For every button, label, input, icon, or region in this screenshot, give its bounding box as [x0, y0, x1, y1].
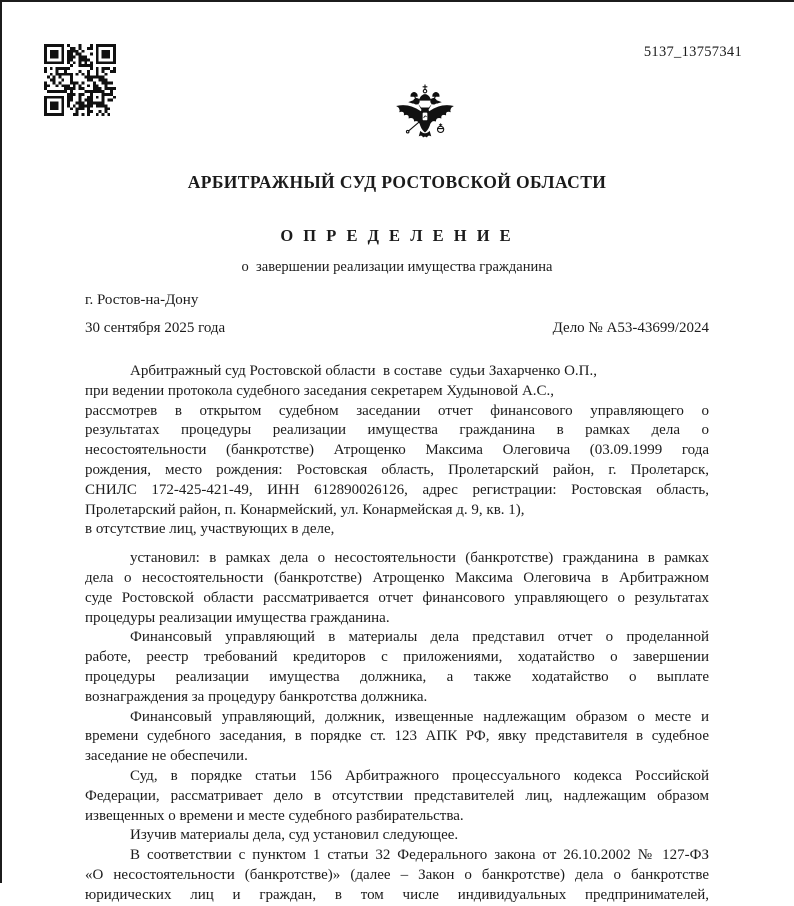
doc-line: извещенных о времени и месте судебного разбирательства.	[85, 807, 464, 824]
paragraph	[85, 826, 709, 846]
court-name-heading: АРБИТРАЖНЫЙ СУД РОСТОВСКОЙ ОБЛАСТИ	[187, 172, 607, 192]
doc-line: Финансовый управляющий, должник, извещенные надлежащим образом о месте и	[130, 708, 709, 725]
doc-line: юридических лиц и граждан, в том числе индивидуальных предпринимателей,	[85, 886, 709, 903]
coat-of-arms-icon	[386, 82, 464, 158]
qr-code-icon	[44, 44, 116, 116]
doc-line: СНИЛС 172-425-421-49, ИНН 612890026126, адрес регистрации: Ростовская область,	[85, 481, 709, 498]
scan-edge-top	[0, 0, 794, 2]
document-subtitle: о завершении реализации имущества гражданина	[241, 259, 553, 275]
document-number: 5137_13757341	[643, 44, 742, 60]
paragraph	[85, 628, 709, 707]
date-case-row	[85, 320, 709, 337]
doc-line: В соответствии с пунктом 1 статьи 32 Федерального закона от 26.10.2002 № 127-ФЗ	[130, 847, 709, 864]
doc-line: работе, реестр требований кредиторов с приложениями, ходатайство о завершении	[85, 649, 709, 666]
paragraph	[85, 767, 709, 826]
doc-line: результатах процедуры реализации имущества гражданина в рамках дела о	[85, 422, 709, 439]
doc-line: Суд, в порядке статьи 156 Арбитражного процессуального кодекса Российской	[130, 767, 709, 784]
doc-line: в отсутствие лиц, участвующих в деле,	[85, 521, 335, 538]
doc-line: Финансовый управляющий в материалы дела представил отчет о проделанной	[130, 629, 709, 646]
doc-line: времени судебного заседания, в порядке ст. 123 АПК РФ, явку представителя в судебное	[85, 728, 709, 745]
doc-line: Пролетарский район, п. Конармейский, ул. Конармейская д. 9, кв. 1),	[85, 501, 525, 518]
doc-line: установил: в рамках дела о несостоятельности (банкротстве) гражданина в рамках	[130, 550, 709, 567]
case-number: Дело № А53-43699/2024	[552, 320, 709, 336]
scan-edge-left	[0, 0, 2, 883]
doc-line: Арбитражный суд Ростовской области в составе судьи Захарченко О.П.,	[130, 363, 597, 379]
paragraph	[85, 549, 709, 628]
doc-line: процедуры реализации имущества должника, а также ходатайство о выплате	[85, 668, 709, 685]
doc-line: «О несостоятельности (банкротстве)» (далее – Закон о банкротстве) дела о банкротстве	[85, 866, 709, 883]
doc-line: Федерации, рассматривает дело в отсутствии представителей лиц, надлежащим образом	[85, 787, 709, 804]
doc-line: суде Ростовской области рассматривается отчет финансового управляющего о результатах	[85, 589, 709, 606]
doc-line: Изучив материалы дела, суд установил следующее.	[130, 827, 459, 844]
date-line: 30 сентября 2025 года	[85, 320, 226, 336]
document-type-heading: О П Р Е Д Е Л Е Н И Е	[280, 226, 514, 245]
doc-line: несостоятельности (банкротстве) Атрощенко Максима Олеговича (03.09.1999 года	[85, 442, 709, 459]
doc-line: рождения, место рождения: Ростовская область, Пролетарский район, г. Пролетарск,	[85, 461, 709, 478]
doc-line: вознаграждения за процедуру банкротства должника.	[85, 688, 428, 705]
paragraph	[85, 402, 709, 521]
paragraph	[85, 846, 709, 905]
paragraph	[85, 708, 709, 767]
doc-line: заседание не обеспечили.	[85, 748, 248, 765]
doc-line: при ведении протокола судебного заседания секретарем Худыновой А.С.,	[85, 382, 555, 399]
doc-line: процедуры реализации имущества гражданина.	[85, 609, 390, 626]
paragraph	[85, 362, 709, 382]
doc-line: дела о несостоятельности (банкротстве) Атрощенко Максима Олеговича в Арбитражном	[85, 569, 709, 586]
paragraph	[85, 382, 709, 402]
document-body	[85, 362, 709, 906]
paragraph	[85, 520, 709, 540]
city-line: г. Ростов-на-Дону	[85, 292, 199, 308]
doc-line: рассмотрев в открытом судебном заседании отчет финансового управляющего о	[85, 402, 709, 419]
